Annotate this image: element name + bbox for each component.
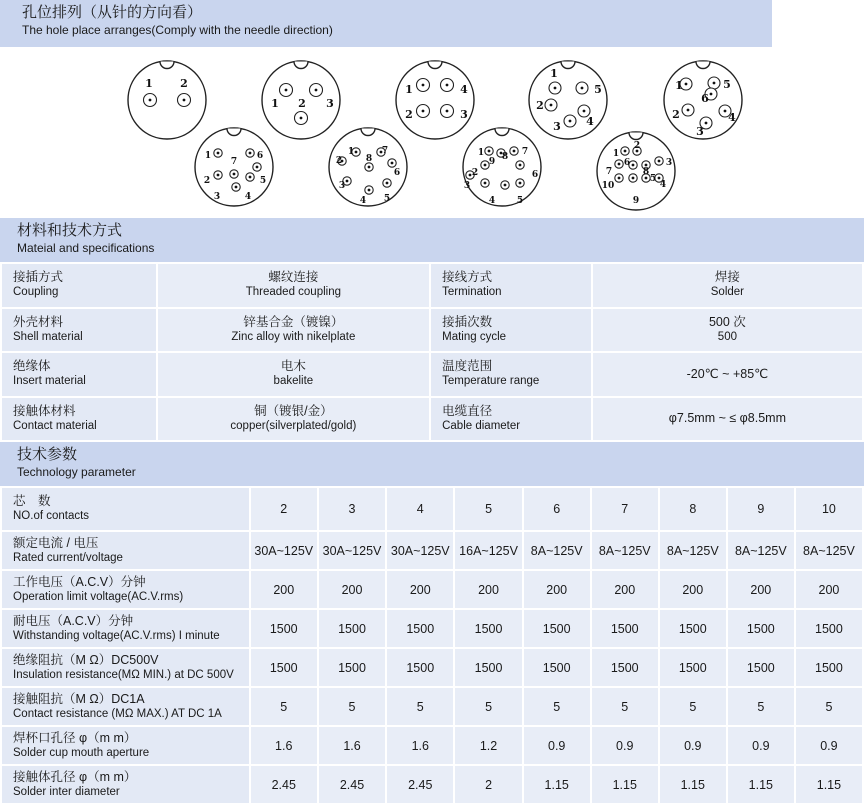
pin-center (685, 83, 688, 86)
pin-center (484, 182, 487, 185)
tech-cell: 1500 (659, 648, 727, 687)
pin-center (488, 150, 491, 153)
tech-cell: 1.6 (250, 726, 318, 765)
pin-label: 1 (477, 148, 485, 158)
connector-body (463, 128, 541, 206)
spec-value-en: Zinc alloy with nikelplate (231, 330, 356, 343)
tech-cell: 1.15 (727, 765, 795, 804)
spec-label-en: Cable diameter (442, 419, 521, 432)
pin-label: 6 (701, 92, 709, 105)
spec-label-zh: 温度范围 (442, 359, 493, 374)
pin-label: 4 (359, 196, 367, 206)
spec-label (1, 308, 157, 353)
tech-cell: 1500 (523, 609, 591, 648)
pin-label: 2 (405, 108, 413, 121)
tech-cell: 200 (250, 570, 318, 609)
tech-cell: 1500 (591, 648, 659, 687)
pin-center (315, 89, 318, 92)
tech-cell: 5 (250, 687, 318, 726)
spec-value (157, 308, 430, 353)
spec-label-zh: 外壳材料 (13, 314, 64, 329)
tech-cell: 1500 (250, 648, 318, 687)
pin-center (618, 163, 621, 166)
pin-center (484, 164, 487, 167)
pin-label: 5 (259, 176, 267, 186)
spec-label-zh: 接插方式 (13, 270, 64, 285)
tech-cell: 5 (659, 687, 727, 726)
pin-label: 6 (393, 168, 401, 178)
spec-label (1, 352, 157, 397)
spec-label-zh: 接触体材料 (13, 403, 76, 418)
tech-cell: 1500 (795, 648, 863, 687)
tech-cell: 1.15 (591, 765, 659, 804)
pin-center (645, 164, 648, 167)
pin-center (446, 110, 449, 113)
pin-center (446, 84, 449, 87)
tech-label-en: Solder inter diameter (13, 785, 120, 798)
tech-cell: 1500 (250, 609, 318, 648)
tech-row-label (1, 531, 250, 570)
pin-center (581, 87, 584, 90)
tech-row (1, 570, 863, 609)
pin-label: 1 (347, 147, 355, 157)
connector-10-pin (597, 132, 675, 210)
tech-cell: 8A~125V (659, 531, 727, 570)
tech-cell: 8A~125V (727, 531, 795, 570)
pin-center (710, 93, 713, 96)
pin-label: 5 (723, 78, 731, 91)
pin-label: 3 (460, 108, 468, 121)
tech-cell: 9 (727, 487, 795, 531)
tech-row (1, 609, 863, 648)
pin-label: 2 (180, 77, 188, 90)
pin-center (583, 110, 586, 113)
tech-cell: 1.6 (318, 726, 386, 765)
tech-cell: 2.45 (318, 765, 386, 804)
pin-label: 2 (298, 97, 306, 110)
spec-value-zh: 焊接 (714, 270, 740, 285)
pin-center (724, 110, 727, 113)
tech-cell: 0.9 (727, 726, 795, 765)
pin-center (346, 180, 349, 183)
pin-label: 9 (488, 157, 496, 167)
section-header-technology (0, 442, 864, 486)
pin-label: 4 (460, 83, 468, 96)
pin-label: 1 (145, 77, 153, 90)
spec-label-zh: 绝缘体 (13, 359, 51, 374)
pin-center (554, 87, 557, 90)
tech-label-zh: 绝缘阻抗（M Ω）DC500V (13, 652, 159, 667)
technology-parameter-table (0, 486, 864, 805)
section-title-en: Technology parameter (17, 465, 136, 479)
materials-row (1, 352, 863, 397)
tech-cell: 1.2 (454, 726, 522, 765)
tech-cell: 5 (591, 687, 659, 726)
section-title-en: Mateial and specifications (17, 241, 155, 255)
tech-label-zh: 耐电压（A.C.V）分钟 (13, 613, 134, 628)
tech-cell: 0.9 (795, 726, 863, 765)
spec-value-zh: 螺纹连接 (268, 270, 319, 285)
tech-label-zh: 接触阻抗（M Ω）DC1A (13, 691, 145, 706)
tech-row-label (1, 648, 250, 687)
pin-label: 7 (381, 146, 389, 156)
tech-cell: 1.15 (659, 765, 727, 804)
tech-cell: 1500 (386, 648, 454, 687)
tech-cell: 1500 (523, 648, 591, 687)
pin-label: 1 (405, 83, 413, 96)
pin-center (355, 151, 358, 154)
tech-cell: 4 (386, 487, 454, 531)
pin-label: 4 (244, 192, 252, 202)
pin-label: 2 (633, 141, 641, 151)
tech-label-zh: 接触体孔径 φ（m m） (13, 769, 137, 784)
connector-2-pin (128, 61, 206, 139)
tech-cell: 0.9 (659, 726, 727, 765)
pin-label: 3 (665, 158, 673, 168)
tech-cell: 5 (795, 687, 863, 726)
connector-7-pin (195, 128, 273, 206)
tech-cell: 1500 (727, 609, 795, 648)
pin-center (391, 162, 394, 165)
pin-center (217, 174, 220, 177)
pin-label: 4 (586, 115, 594, 128)
tech-row-label (1, 487, 250, 531)
tech-label-en: Withstanding voltage(AC.V.rms) I minute (13, 629, 220, 642)
pin-label: 8 (501, 152, 509, 162)
pin-label: 6 (623, 158, 631, 168)
pin-label: 7 (521, 147, 529, 157)
connector-8-pin (329, 128, 407, 206)
pin-label: 7 (230, 157, 238, 167)
tech-cell: 200 (523, 570, 591, 609)
tech-cell: 30A~125V (318, 531, 386, 570)
spec-value (592, 397, 863, 442)
pin-center (519, 182, 522, 185)
spec-label (430, 308, 592, 353)
spec-value-zh: 电木 (280, 359, 306, 374)
spec-value (157, 263, 430, 308)
tech-cell: 3 (318, 487, 386, 531)
spec-label-en: Contact material (13, 419, 97, 432)
tech-cell: 5 (727, 687, 795, 726)
tech-label-en: Rated current/voltage (13, 551, 123, 564)
pin-center (513, 150, 516, 153)
pin-label: 2 (335, 156, 343, 166)
pin-center (249, 176, 252, 179)
materials-row (1, 308, 863, 353)
pin-label: 6 (531, 170, 539, 180)
pin-center (300, 117, 303, 120)
spec-label (1, 263, 157, 308)
connector-9-pin (463, 128, 541, 206)
pin-label: 1 (271, 97, 279, 110)
tech-cell: 8A~125V (523, 531, 591, 570)
pin-center (632, 177, 635, 180)
spec-value (592, 263, 863, 308)
tech-cell: 2 (250, 487, 318, 531)
pin-label: 1 (675, 79, 683, 92)
pin-label: 10 (601, 181, 615, 191)
materials-row (1, 397, 863, 442)
tech-cell: 8A~125V (591, 531, 659, 570)
tech-row (1, 687, 863, 726)
section-title-en: The hole place arranges(Comply with the needle direction) (22, 23, 333, 37)
tech-cell: 5 (454, 687, 522, 726)
tech-cell: 1500 (727, 648, 795, 687)
tech-cell: 10 (795, 487, 863, 531)
pin-label: 5 (516, 196, 524, 206)
pin-center (422, 110, 425, 113)
spec-label-en: Insert material (13, 375, 86, 388)
tech-cell: 5 (318, 687, 386, 726)
tech-cell: 16A~125V (454, 531, 522, 570)
tech-row (1, 726, 863, 765)
tech-label-en: NO.of contacts (13, 510, 90, 522)
pin-center (235, 186, 238, 189)
tech-label-en: Insulation resistance(MΩ MIN.) at DC 500V (13, 668, 234, 681)
spec-label (430, 352, 592, 397)
pin-center (233, 173, 236, 176)
pin-center (519, 164, 522, 167)
pin-label: 4 (659, 180, 667, 190)
tech-cell: 0.9 (591, 726, 659, 765)
section-title-zh: 孔位排列（从针的方向看） (22, 4, 203, 21)
spec-label (430, 263, 592, 308)
tech-cell: 30A~125V (250, 531, 318, 570)
pin-label: 5 (383, 194, 391, 204)
pin-center (658, 177, 661, 180)
pin-label: 7 (605, 167, 613, 177)
tech-cell: 5 (454, 487, 522, 531)
pin-label: 5 (649, 174, 657, 184)
pin-center (705, 122, 708, 125)
tech-cell: 200 (727, 570, 795, 609)
tech-cell: 6 (523, 487, 591, 531)
tech-label-zh: 芯 数 (13, 494, 51, 508)
tech-cell: 1500 (454, 648, 522, 687)
spec-value-en: bakelite (273, 375, 314, 388)
tech-cell: 200 (386, 570, 454, 609)
pin-label: 3 (553, 120, 561, 133)
connector-6-pin (664, 61, 742, 139)
pin-label: 4 (488, 196, 496, 206)
pin-center (550, 104, 553, 107)
connector-body (396, 61, 474, 139)
tech-cell: 1500 (659, 609, 727, 648)
pin-label: 3 (213, 192, 221, 202)
spec-label-zh: 接插次数 (442, 314, 493, 329)
spec-value (157, 352, 430, 397)
spec-value-zh: φ7.5mm ~ ≤ φ8.5mm (668, 411, 786, 426)
spec-label-en: Shell material (13, 330, 83, 343)
tech-row (1, 765, 863, 804)
pin-center (624, 150, 627, 153)
spec-value-en: Threaded coupling (245, 286, 341, 299)
tech-row-label (1, 765, 250, 804)
spec-value-zh: 锌基合金（镀镍） (243, 314, 344, 329)
tech-cell: 5 (386, 687, 454, 726)
pin-label: 2 (203, 176, 211, 186)
tech-row-label (1, 609, 250, 648)
tech-cell: 1.15 (523, 765, 591, 804)
pin-label: 8 (365, 154, 373, 164)
spec-label-en: Mating cycle (442, 330, 507, 343)
pin-center (386, 182, 389, 185)
spec-value-zh: 铜（镀银/金） (254, 403, 333, 418)
pin-center (149, 99, 152, 102)
spec-value-en: 500 (717, 330, 737, 343)
pin-label: 1 (612, 149, 620, 159)
pin-label: 3 (463, 181, 471, 191)
pin-label: 4 (728, 111, 736, 124)
pin-center (618, 177, 621, 180)
pin-center (249, 152, 252, 155)
tech-label-zh: 焊杯口孔径 φ（m m） (13, 730, 137, 745)
spec-label-en: Termination (442, 286, 502, 299)
tech-cell: 1500 (318, 609, 386, 648)
pin-center (569, 120, 572, 123)
spec-label (430, 397, 592, 442)
pin-center (368, 189, 371, 192)
pin-center (658, 160, 661, 163)
tech-cell: 200 (659, 570, 727, 609)
pin-label: 3 (696, 125, 704, 138)
tech-row-label (1, 687, 250, 726)
pin-center (713, 82, 716, 85)
section-header-hole-arrangement (0, 0, 772, 47)
pin-center (217, 152, 220, 155)
pin-center (183, 99, 186, 102)
tech-label-en: Solder cup mouth aperture (13, 746, 150, 759)
pin-label: 1 (550, 67, 558, 80)
tech-cell: 1500 (454, 609, 522, 648)
tech-row (1, 487, 863, 531)
pin-center (632, 164, 635, 167)
tech-cell: 30A~125V (386, 531, 454, 570)
pin-label: 6 (256, 151, 264, 161)
pin-center (285, 89, 288, 92)
pin-layout-diagrams (0, 47, 864, 218)
pin-label: 9 (632, 196, 640, 206)
pin-label: 2 (536, 99, 544, 112)
tech-cell: 2 (454, 765, 522, 804)
connector-body (128, 61, 206, 139)
spec-value-zh: -20℃ ~ +85℃ (686, 366, 769, 381)
spec-value (592, 352, 863, 397)
pin-label: 2 (471, 168, 479, 178)
pin-center (256, 166, 259, 169)
tech-row (1, 648, 863, 687)
spec-value-zh: 500 次 (708, 314, 746, 329)
tech-cell: 2.45 (250, 765, 318, 804)
tech-cell: 1500 (591, 609, 659, 648)
pin-layout-svg (0, 47, 864, 218)
tech-cell: 200 (318, 570, 386, 609)
pin-center (504, 184, 507, 187)
pin-center (368, 166, 371, 169)
pin-label: 3 (338, 181, 346, 191)
tech-label-zh: 工作电压（A.C.V）分钟 (13, 574, 146, 589)
tech-row (1, 531, 863, 570)
materials-row (1, 263, 863, 308)
spec-label-en: Coupling (13, 286, 59, 299)
section-header-materials (0, 218, 864, 262)
tech-cell: 7 (591, 487, 659, 531)
connector-5-pin (529, 61, 607, 139)
pin-label: 8 (642, 167, 650, 177)
spec-label-en: Temperature range (442, 375, 540, 388)
tech-cell: 1500 (795, 609, 863, 648)
section-title-zh: 技术参数 (17, 446, 78, 463)
pin-label: 3 (326, 97, 334, 110)
spec-value (592, 308, 863, 353)
pin-center (687, 109, 690, 112)
tech-cell: 8A~125V (795, 531, 863, 570)
tech-label-en: Operation limit voltage(AC.V.rms) (13, 590, 184, 603)
tech-row-label (1, 726, 250, 765)
materials-table (0, 262, 864, 442)
connector-4-pin (396, 61, 474, 139)
tech-cell: 0.9 (523, 726, 591, 765)
pin-label: 1 (204, 151, 212, 161)
spec-value-en: copper(silverplated/gold) (230, 419, 357, 432)
tech-cell: 1500 (318, 648, 386, 687)
pin-center (645, 177, 648, 180)
spec-value (157, 397, 430, 442)
tech-cell: 2.45 (386, 765, 454, 804)
tech-row-label (1, 570, 250, 609)
tech-cell: 5 (523, 687, 591, 726)
pin-label: 5 (594, 83, 602, 96)
spec-label (1, 397, 157, 442)
tech-cell: 1.6 (386, 726, 454, 765)
section-title-zh: 材料和技术方式 (17, 222, 123, 239)
tech-cell: 200 (454, 570, 522, 609)
pin-center (422, 84, 425, 87)
tech-cell: 200 (795, 570, 863, 609)
spec-label-zh: 电缆直径 (442, 403, 493, 418)
connector-3-pin (262, 61, 340, 139)
tech-cell: 8 (659, 487, 727, 531)
pin-label: 2 (672, 108, 680, 121)
tech-label-en: Contact resistance (MΩ MAX.) AT DC 1A (13, 707, 222, 720)
tech-label-zh: 额定电流 / 电压 (13, 535, 99, 550)
tech-cell: 1500 (386, 609, 454, 648)
spec-label-zh: 接线方式 (442, 270, 493, 285)
tech-cell: 1.15 (795, 765, 863, 804)
tech-cell: 200 (591, 570, 659, 609)
spec-value-en: Solder (710, 286, 745, 299)
